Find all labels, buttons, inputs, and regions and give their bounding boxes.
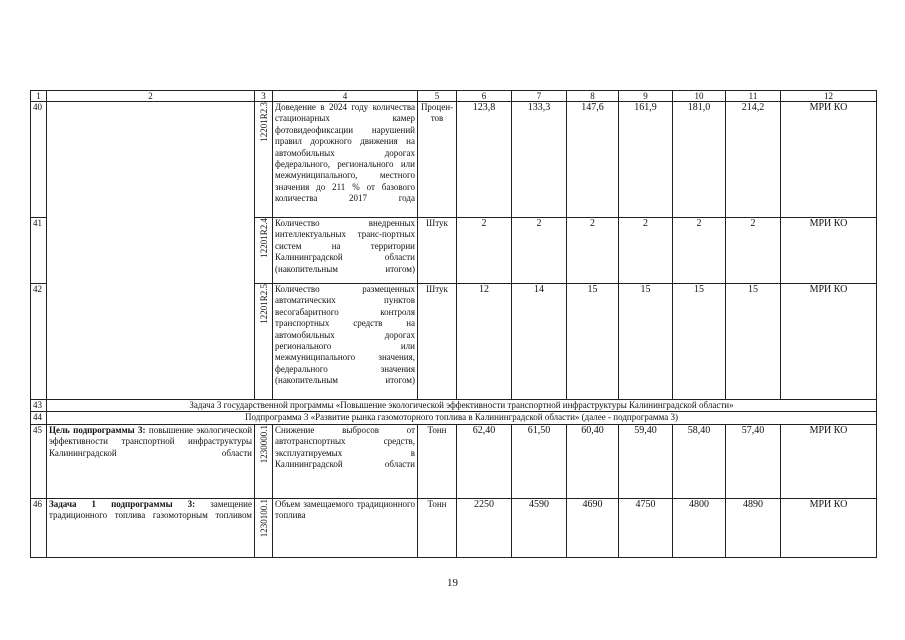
goal-text: замещение традиционного топлива газомоторным топливом xyxy=(49,498,252,521)
header-cell: 12 xyxy=(781,91,877,102)
indicators-table xyxy=(30,90,877,558)
responsible-cell: МРИ КО xyxy=(781,218,877,284)
row-number: 46 xyxy=(31,498,47,557)
value-cell: 2250 xyxy=(457,498,512,557)
value-cell: 60,40 xyxy=(567,424,619,498)
responsible-cell: МРИ КО xyxy=(781,284,877,400)
value-cell: 15 xyxy=(619,284,673,400)
value-cell: 57,40 xyxy=(726,424,781,498)
value-cell: 2 xyxy=(567,218,619,284)
row-number: 45 xyxy=(31,424,47,498)
responsible-cell: МРИ КО xyxy=(781,498,877,557)
goal-label: Цель подпрограммы 3: xyxy=(49,424,146,435)
header-cell: 6 xyxy=(457,91,512,102)
header-cell: 1 xyxy=(31,91,47,102)
header-cell: 3 xyxy=(255,91,273,102)
value-cell: 12 xyxy=(457,284,512,400)
indicator-code: 12201R2.4 xyxy=(255,218,273,284)
header-cell: 11 xyxy=(726,91,781,102)
header-cell: 5 xyxy=(418,91,457,102)
indicator-code: 1230000.1 xyxy=(255,424,273,498)
value-cell: 15 xyxy=(567,284,619,400)
value-cell: 4750 xyxy=(619,498,673,557)
unit-cell: Тонн xyxy=(418,424,457,498)
header-cell: 9 xyxy=(619,91,673,102)
header-cell: 2 xyxy=(47,91,255,102)
header-cell: 4 xyxy=(273,91,418,102)
value-cell: 2 xyxy=(512,218,567,284)
header-cell: 8 xyxy=(567,91,619,102)
row-number: 41 xyxy=(31,218,47,284)
header-row xyxy=(31,91,877,102)
unit-cell: Штук xyxy=(418,284,457,400)
value-cell: 4590 xyxy=(512,498,567,557)
responsible-cell: МРИ КО xyxy=(781,424,877,498)
table-row xyxy=(31,102,877,218)
value-cell: 133,3 xyxy=(512,102,567,218)
indicator-code: 1230100.1 xyxy=(255,498,273,557)
table-row xyxy=(31,424,877,498)
value-cell: 15 xyxy=(726,284,781,400)
goal-cell xyxy=(47,102,255,400)
goal-cell xyxy=(47,424,255,498)
indicator-name: Объем замещаемого традиционного топлива xyxy=(273,498,418,557)
value-cell: 147,6 xyxy=(567,102,619,218)
value-cell: 61,50 xyxy=(512,424,567,498)
indicator-name: Количество размещенных автоматических пунктов весогабаритного контроля транспортных средств на автомобильных дорогах регионального или межмуниципального значения, федерального значения (накопительным итогом) xyxy=(273,284,418,400)
value-cell: 2 xyxy=(457,218,512,284)
value-cell: 2 xyxy=(673,218,726,284)
row-number: 44 xyxy=(31,412,47,424)
indicator-code: 12201R2.3 xyxy=(255,102,273,218)
value-cell: 58,40 xyxy=(673,424,726,498)
row-number: 43 xyxy=(31,400,47,412)
value-cell: 59,40 xyxy=(619,424,673,498)
value-cell: 2 xyxy=(619,218,673,284)
indicator-name: Снижение выбросов от автотранспортных средств, эксплуатируемых в Калининградской области xyxy=(273,424,418,498)
value-cell: 62,40 xyxy=(457,424,512,498)
header-cell: 7 xyxy=(512,91,567,102)
page-number: 19 xyxy=(447,577,458,589)
value-cell: 161,9 xyxy=(619,102,673,218)
value-cell: 4690 xyxy=(567,498,619,557)
value-cell: 4800 xyxy=(673,498,726,557)
unit-cell: Тонн xyxy=(418,498,457,557)
unit-cell: Штук xyxy=(418,218,457,284)
value-cell: 214,2 xyxy=(726,102,781,218)
indicator-name: Количество внедренных интеллектуальных транс-портных систем на территории Калининградской области (накопительным итогом) xyxy=(273,218,418,284)
section-title: Подпрограмма 3 «Развитие рынка газомоторного топлива в Калининградской области» (далее - подпрограмма 3) xyxy=(47,412,877,424)
value-cell: 123,8 xyxy=(457,102,512,218)
section-row xyxy=(31,412,877,424)
value-cell: 14 xyxy=(512,284,567,400)
indicator-code: 12201R2.5 xyxy=(255,284,273,400)
row-number: 40 xyxy=(31,102,47,218)
goal-text: повышение экологической эффективности транспортной инфраструктуры Калининградской области xyxy=(49,424,253,458)
table-row xyxy=(31,498,877,557)
responsible-cell: МРИ КО xyxy=(781,102,877,218)
value-cell: 181,0 xyxy=(673,102,726,218)
unit-cell: Процен-тов xyxy=(418,102,457,218)
value-cell: 15 xyxy=(673,284,726,400)
section-title: Задача 3 государственной программы «Повышение экологической эффективности транспортной инфраструктуры Калининградской области» xyxy=(47,400,877,412)
section-row xyxy=(31,400,877,412)
goal-cell xyxy=(47,498,255,557)
row-number: 42 xyxy=(31,284,47,400)
header-cell: 10 xyxy=(673,91,726,102)
indicator-name: Доведение в 2024 году количества стационарных камер фотовидеофиксации нарушений правил дорожного движения на автомобильных дорогах федерального, регионального или межмуниципального, местного значения до 211 % от базового количества 2017 года xyxy=(273,102,418,218)
value-cell: 4890 xyxy=(726,498,781,557)
value-cell: 2 xyxy=(726,218,781,284)
goal-label: Задача 1 подпрограммы 3: xyxy=(49,498,196,509)
